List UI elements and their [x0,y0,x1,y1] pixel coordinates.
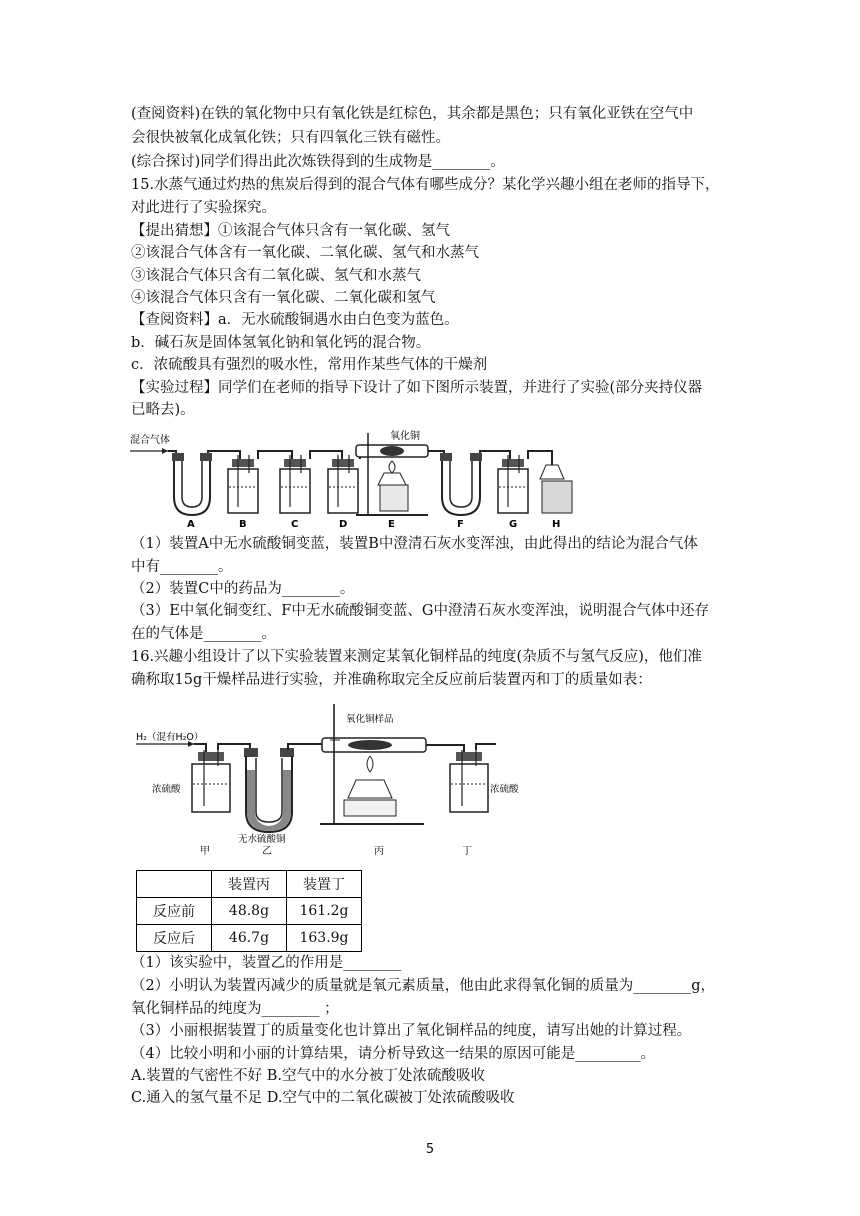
table-cell: 163.9g [287,925,362,952]
bottle-ding [450,744,496,812]
text-line: 会很快被氧化成氧化铁；只有四氧化三铁有磁性。 [131,130,450,146]
fig1-reagent-label: 氧化铜 [390,431,420,442]
table-cell: 48.8g [212,898,287,925]
fig2-anhydrous-label: 无水硫酸铜 [238,834,286,845]
text-line: 确称取15g干燥样品进行实验，并准确称取完全反应前后装置丙和丁的质量如表： [131,672,652,688]
fig1-label-D: D [339,519,348,530]
apparatus-E [356,429,428,515]
fig1-inlet-label: 混合气体 [130,435,170,446]
text-line: ③该混合气体只含有二氧化碳、氢气和水蒸气 [131,268,421,284]
question-15-text: 15.水蒸气通过灼热的焦炭后得到的混合气体有哪些成分？某化学兴趣小组在老师的指导下， [131,177,720,193]
bottle-jia [192,744,250,812]
bottle-B [228,455,258,513]
apparatus-bing [320,704,464,824]
text-line: 在的气体是________。 [131,626,276,642]
fig1-label-G: G [509,519,518,530]
fig2-inlet-label: H₂（混有H₂O） [136,732,204,743]
fig2-label-jia: 甲 [200,846,210,857]
fig1-label-F: F [457,519,464,530]
text-line: （1）装置A中无水硫酸铜变蓝，装置B中澄清石灰水变浑浊，由此得出的结论为混合气体 [131,536,698,552]
table-cell: 反应后 [137,925,212,952]
table-cell: 161.2g [287,898,362,925]
fig2-sample-label: 氧化铜样品 [346,714,394,725]
text-line: (查阅资料)在铁的氧化物中只有氧化铁是红棕色，其余都是黑色；只有氧化亚铁在空气中 [131,106,694,122]
text-line: ②该混合气体含有一氧化碳、二氧化碳、氢气和水蒸气 [131,245,479,261]
table-row [137,898,362,925]
text-line: ④该混合气体只含有一氧化碳、二氧化碳和氢气 [131,290,436,306]
question-16-text: 16.兴趣小组设计了以下实验装置来测定某氧化铜样品的纯度(杂质不与氢气反应)，他们准 [131,649,702,665]
table-row [137,925,362,952]
text-line: 中有________。 [131,559,233,575]
apparatus-figure-1 [128,425,588,530]
fig1-label-A: A [187,519,195,530]
fig1-label-H: H [552,519,561,530]
text-line: 对此进行了实验探究。 [131,200,276,216]
text-line: 【查阅资料】a．无水硫酸铜遇水由白色变为蓝色。 [131,312,459,328]
option-line: A.装置的气密性不好 B.空气中的水分被丁处浓硫酸吸收 [131,1068,485,1084]
text-line: b．碱石灰是固体氢氧化钠和氧化钙的混合物。 [131,335,431,351]
text-line: （3）E中氧化铜变红、F中无水硫酸铜变蓝、G中澄清石灰水变浑浊，说明混合气体中还存 [131,603,709,619]
fig2-label-bing: 丙 [374,846,384,857]
page-number: 5 [425,1142,435,1157]
option-line: C.通入的氢气量不足 D.空气中的二氧化碳被丁处浓硫酸吸收 [131,1090,515,1106]
text-line: 已略去)。 [131,402,195,418]
fig2-label-yi: 乙 [262,846,272,857]
bottle-G [498,455,528,513]
apparatus-figure-2 [134,700,530,860]
mass-table [136,870,362,952]
text-line: 氧化铜样品的纯度为________ ； [131,1001,339,1017]
text-line: （2）装置C中的药品为________。 [131,581,355,597]
table-cell: 46.7g [212,925,287,952]
table-header-row [137,871,362,898]
fig1-label-B: B [239,519,247,530]
text-line: （3）小丽根据装置丁的质量变化也计算出了氧化铜样品的纯度，请写出她的计算过程。 [131,1023,692,1039]
fig2-acid-right-label: 浓硫酸 [490,784,519,795]
table-header: 装置丙 [212,871,287,898]
bottle-C [280,455,310,513]
bottle-D [328,455,358,513]
fig2-label-ding: 丁 [462,846,472,857]
burner-H [540,465,572,513]
table-header: 装置丁 [287,871,362,898]
table-cell [137,871,212,898]
text-line: c．浓硫酸具有强烈的吸水性，常用作某些气体的干燥剂 [131,357,488,373]
text-line: （2）小明认为装置丙减少的质量就是氧元素质量，他由此求得氧化铜的质量为________g， [131,978,716,994]
fig1-label-C: C [291,519,299,530]
table-cell: 反应前 [137,898,212,925]
text-line: （4）比较小明和小丽的计算结果，请分析导致这一结果的原因可能是_________。 [131,1046,655,1062]
u-tube-yi [244,744,322,832]
text-line: 【实验过程】同学们在老师的指导下设计了如下图所示装置，并进行了实验(部分夹持仪器 [131,380,703,396]
text-line: 【提出猜想】①该混合气体只含有一氧化碳、氢气 [131,223,450,239]
text-line: （1）该实验中，装置乙的作用是________ [131,955,402,971]
fig1-label-E: E [388,519,395,530]
fig2-acid-left-label: 浓硫酸 [152,784,181,795]
text-line: (综合探讨)同学们得出此次炼铁得到的生成物是________。 [131,154,505,170]
